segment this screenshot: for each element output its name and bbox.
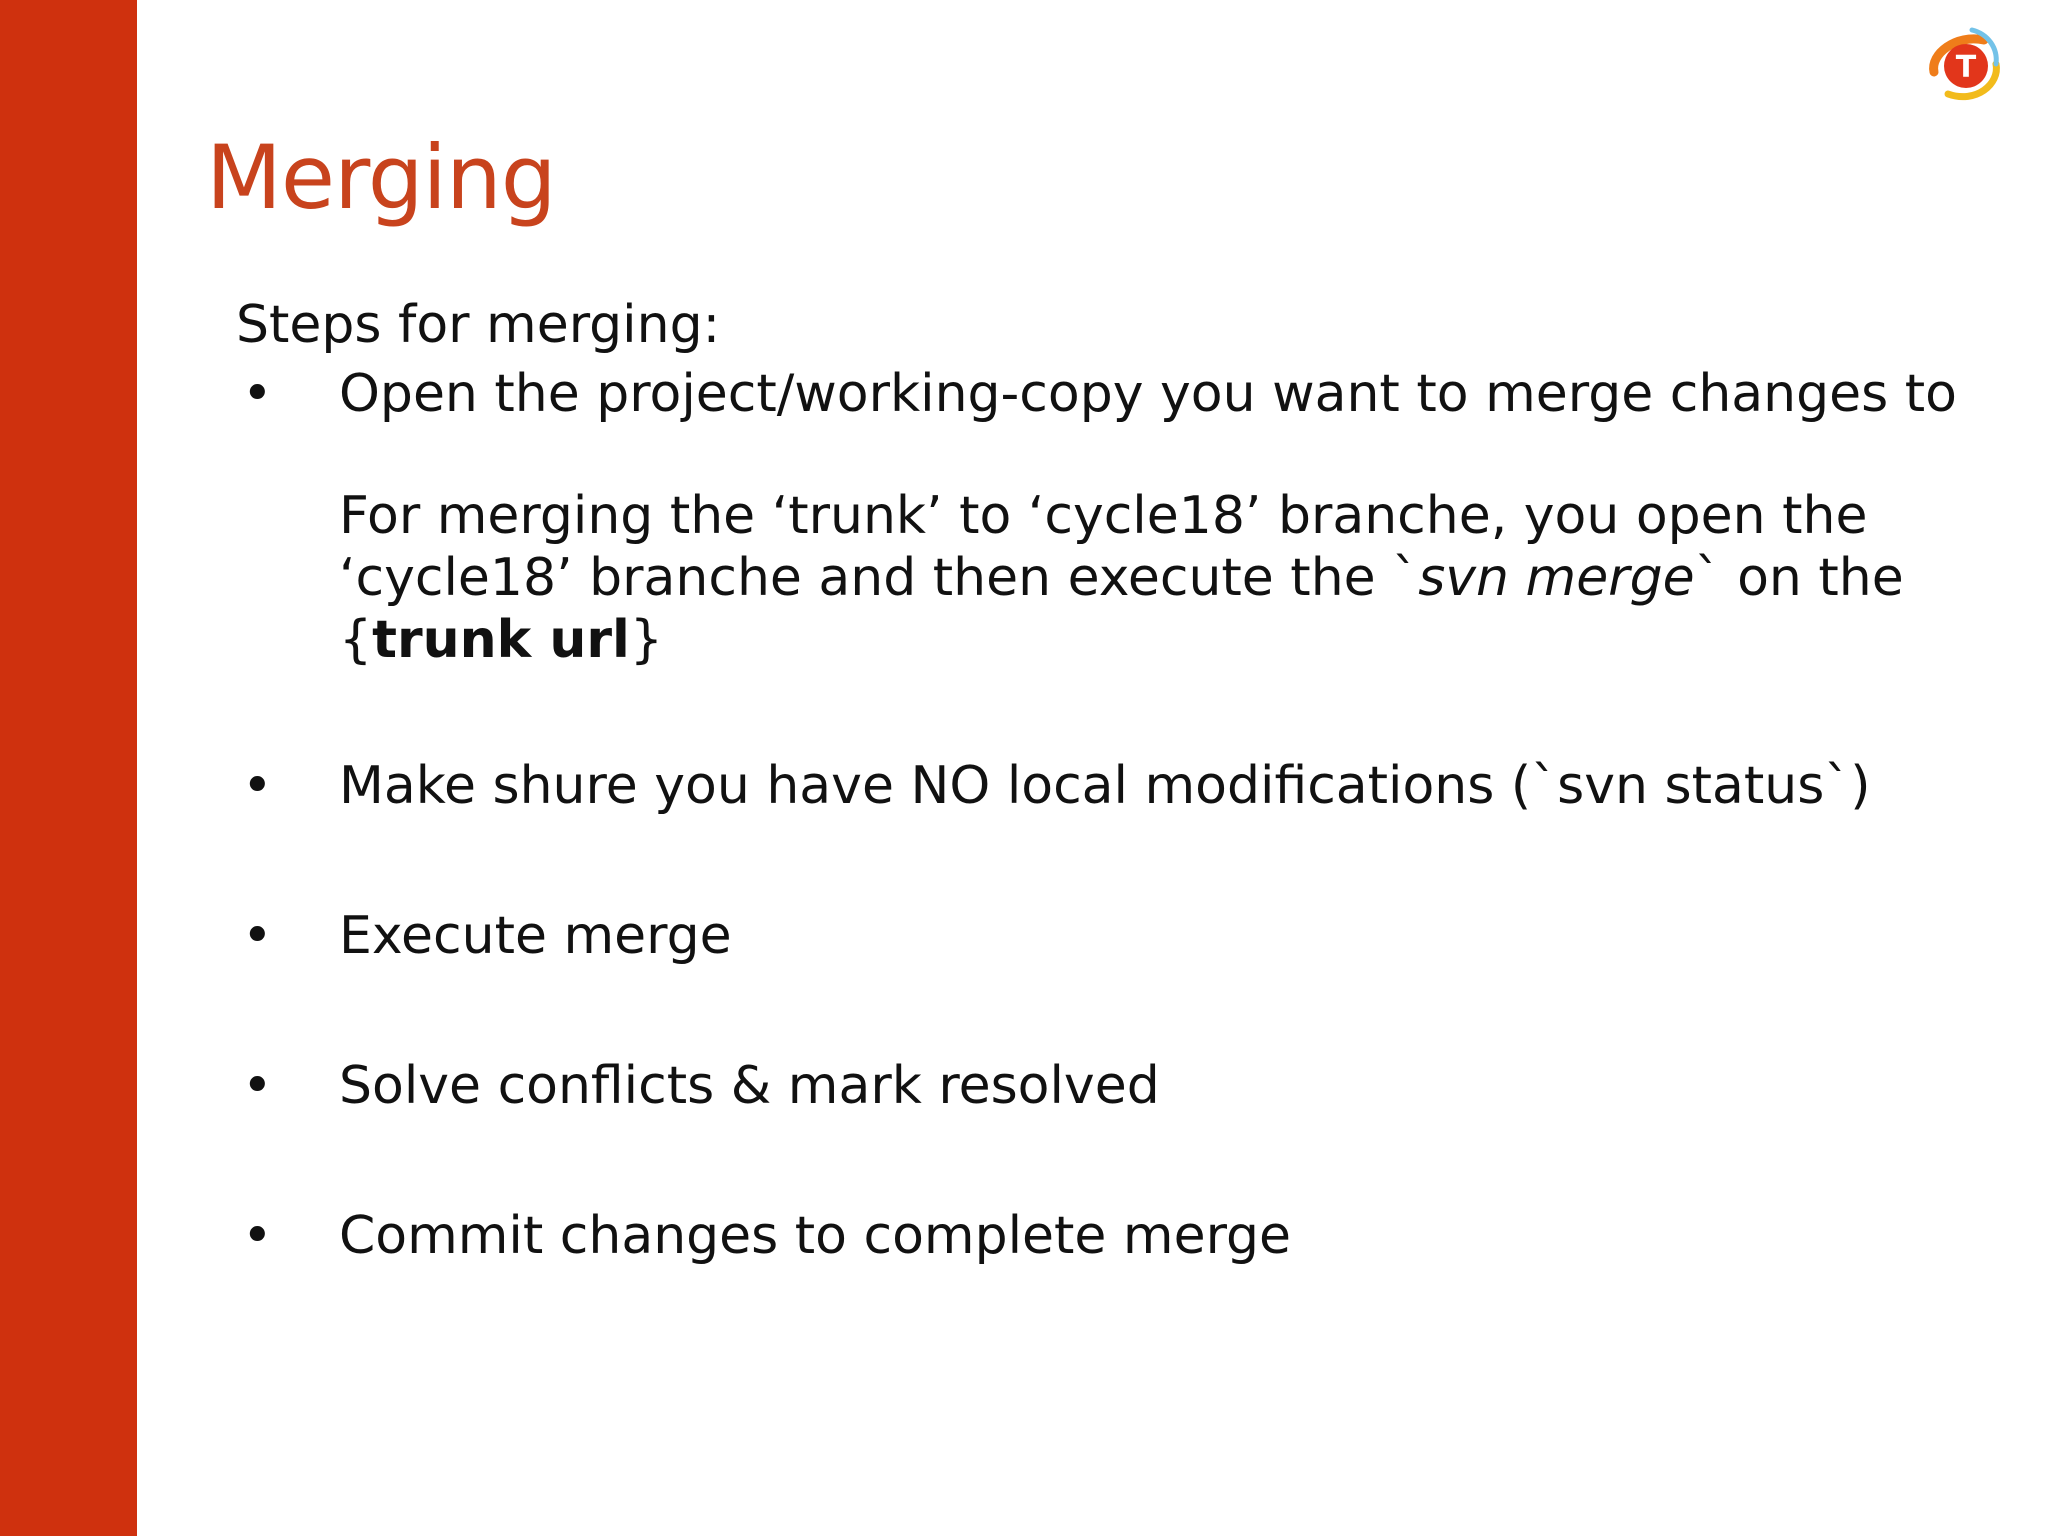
bullet-icon: •: [242, 756, 273, 816]
slide-title: Merging: [206, 126, 556, 229]
note-text-continued: ` on the: [1694, 548, 1904, 608]
side-bar: [0, 0, 137, 1536]
step-item-open-project: [236, 363, 1996, 671]
note-command: svn merge: [1418, 548, 1695, 608]
step-text: Solve conflicts & mark resolved: [339, 1056, 1160, 1116]
bullet-icon: •: [242, 364, 273, 424]
note-target: trunk url: [372, 610, 630, 670]
merge-note: [339, 485, 1996, 671]
logo-letter: T: [1955, 50, 1977, 85]
step-text: Execute merge: [339, 906, 732, 966]
logo-icon: [1926, 24, 2006, 108]
step-item-check-status: [236, 755, 1996, 817]
step-item-commit: [236, 1205, 1996, 1267]
intro-text: Steps for merging:: [236, 295, 721, 355]
note-brace-close: }: [629, 610, 663, 670]
bullet-icon: •: [242, 1056, 273, 1116]
bullet-icon: •: [242, 1206, 273, 1266]
note-text: For merging the ‘trunk’ to ‘cycle18’ branche, you open the ‘cycle18’ branche and then execute the `: [339, 486, 1868, 608]
step-item-execute-merge: [236, 905, 1996, 967]
bullet-icon: •: [242, 906, 273, 966]
step-text: Open the project/working-copy you want to merge changes to: [339, 364, 1957, 424]
slide-content: [236, 294, 1996, 1267]
step-text: Make shure you have NO local modifications (`svn status`): [339, 756, 1871, 816]
step-item-solve-conflicts: [236, 1055, 1996, 1117]
note-brace-open: {: [339, 610, 373, 670]
step-text: Commit changes to complete merge: [339, 1206, 1292, 1266]
